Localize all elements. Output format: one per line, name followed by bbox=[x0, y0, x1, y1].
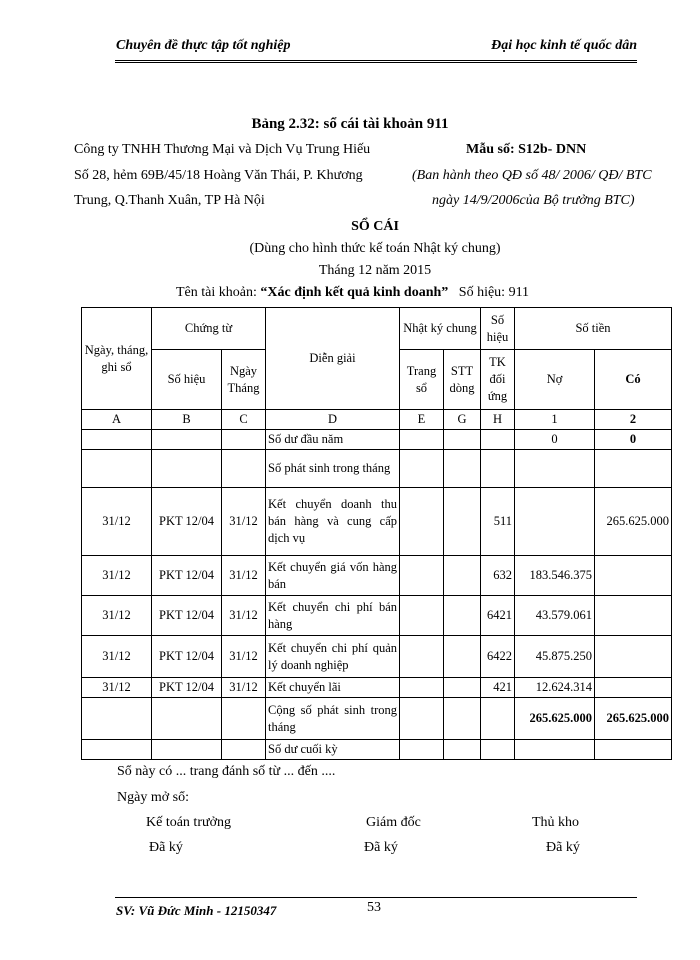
row-credit bbox=[595, 556, 672, 596]
opening-date-note: Ngày mở sổ: bbox=[117, 790, 189, 805]
row-voucher-date: 31/12 bbox=[222, 488, 266, 556]
row-contra-account: 6421 bbox=[481, 596, 515, 636]
row-voucher-date: 31/12 bbox=[222, 556, 266, 596]
company-line-2: Số 28, hẻm 69B/45/18 Hoàng Văn Thái, P. Khương bbox=[74, 168, 363, 183]
director-label: Giám đốc bbox=[366, 815, 421, 830]
storekeeper-label: Thủ kho bbox=[532, 815, 580, 830]
row-contra-account: 632 bbox=[481, 556, 515, 596]
chief-accountant-signed: Đã ký bbox=[149, 840, 183, 855]
ledger-subtitle: (Dùng cho hình thức kế toán Nhật ký chung) bbox=[249, 241, 501, 256]
decree-line-2: ngày 14/9/2006của Bộ trưởng BTC) bbox=[432, 193, 635, 208]
th-amount: Số tiền bbox=[515, 308, 672, 350]
th-contra-acc: TK đối ứng bbox=[481, 350, 515, 410]
th-description: Diễn giải bbox=[266, 308, 400, 410]
company-line-1: Công ty TNHH Thương Mại và Dịch Vụ Trung Hiếu bbox=[74, 142, 371, 157]
th-date: Ngày, tháng, ghi sổ bbox=[82, 308, 152, 410]
row-debit: 45.875.250 bbox=[515, 636, 595, 678]
opening-desc: Số dư đầu năm bbox=[266, 430, 400, 450]
row-voucher-date: 31/12 bbox=[222, 636, 266, 678]
row-description: Kết chuyển doanh thu bán hàng và cung cấp dịch vụ bbox=[266, 488, 400, 556]
row-credit: 265.625.000 bbox=[595, 488, 672, 556]
account-line bbox=[176, 285, 529, 301]
th-voucher: Chứng từ bbox=[152, 308, 266, 350]
row-voucher-date: 31/12 bbox=[222, 596, 266, 636]
row-credit bbox=[595, 636, 672, 678]
table-row bbox=[82, 596, 672, 636]
row-date: 31/12 bbox=[82, 636, 152, 678]
code-cell: C bbox=[222, 410, 266, 430]
ledger-title: SỔ CÁI bbox=[351, 219, 399, 234]
row-description: Kết chuyển lãi bbox=[266, 678, 400, 698]
code-cell: A bbox=[82, 410, 152, 430]
header-rule-2 bbox=[115, 62, 637, 63]
row-contra-account: 6422 bbox=[481, 636, 515, 678]
table-row bbox=[82, 556, 672, 596]
ledger-period: Tháng 12 năm 2015 bbox=[318, 263, 432, 278]
row-voucher-no: PKT 12/04 bbox=[152, 678, 222, 698]
row-description: Kết chuyển chi phí quản lý doanh nghiệp bbox=[266, 636, 400, 678]
code-cell: B bbox=[152, 410, 222, 430]
table-row bbox=[82, 636, 672, 678]
th-voucher-date: Ngày Tháng bbox=[222, 350, 266, 410]
code-cell: D bbox=[266, 410, 400, 430]
account-number: Số hiệu: 911 bbox=[458, 285, 530, 300]
opening-debit: 0 bbox=[515, 430, 595, 450]
header-rule bbox=[115, 60, 637, 61]
row-voucher-no: PKT 12/04 bbox=[152, 636, 222, 678]
row-debit: 43.579.061 bbox=[515, 596, 595, 636]
th-page: Trang sổ bbox=[400, 350, 444, 410]
footer-student: SV: Vũ Đức Minh - 12150347 bbox=[116, 903, 277, 918]
company-line-3: Trung, Q.Thanh Xuân, TP Hà Nội bbox=[74, 193, 265, 208]
row-voucher-no: PKT 12/04 bbox=[152, 488, 222, 556]
header-left: Chuyên đề thực tập tốt nghiệp bbox=[116, 38, 291, 53]
row-date: 31/12 bbox=[82, 488, 152, 556]
account-name: “Xác định kết quả kinh doanh” bbox=[260, 285, 449, 300]
row-voucher-no: PKT 12/04 bbox=[152, 556, 222, 596]
th-debit: Nợ bbox=[515, 350, 595, 410]
code-cell: H bbox=[481, 410, 515, 430]
row-credit bbox=[595, 678, 672, 698]
row-voucher-date: 31/12 bbox=[222, 678, 266, 698]
decree-line-1: (Ban hành theo QĐ số 48/ 2006/ QĐ/ BTC bbox=[412, 168, 652, 183]
row-contra-account: 511 bbox=[481, 488, 515, 556]
row-description: Kết chuyển giá vốn hàng bán bbox=[266, 556, 400, 596]
closing-desc: Số dư cuối kỳ bbox=[266, 740, 400, 760]
total-desc: Cộng số phát sinh trong tháng bbox=[266, 698, 400, 740]
table-row bbox=[82, 488, 672, 556]
opening-credit: 0 bbox=[595, 430, 672, 450]
row-debit: 183.546.375 bbox=[515, 556, 595, 596]
account-label: Tên tài khoản: bbox=[176, 285, 257, 300]
table-row bbox=[82, 678, 672, 698]
total-credit: 265.625.000 bbox=[595, 698, 672, 740]
row-description: Kết chuyển chi phí bán hàng bbox=[266, 596, 400, 636]
director-signed: Đã ký bbox=[364, 840, 398, 855]
chief-accountant-label: Kế toán trưởng bbox=[146, 815, 231, 830]
code-cell: 1 bbox=[515, 410, 595, 430]
row-date: 31/12 bbox=[82, 596, 152, 636]
table-title: Bảng 2.32: sổ cái tài khoản 911 bbox=[251, 116, 449, 132]
row-voucher-no: PKT 12/04 bbox=[152, 596, 222, 636]
row-date: 31/12 bbox=[82, 556, 152, 596]
code-cell: 2 bbox=[595, 410, 672, 430]
footer-rule bbox=[115, 897, 637, 898]
row-credit bbox=[595, 596, 672, 636]
th-line-no: STT dòng bbox=[444, 350, 481, 410]
th-journal: Nhật ký chung bbox=[400, 308, 481, 350]
form-code: Mẫu số: S12b- DNN bbox=[466, 142, 587, 157]
storekeeper-signed: Đã ký bbox=[546, 840, 580, 855]
pages-note: Sổ này có ... trang đánh số từ ... đến .... bbox=[117, 764, 336, 779]
row-debit bbox=[515, 488, 595, 556]
ledger-table bbox=[81, 307, 672, 760]
th-voucher-no: Số hiệu bbox=[152, 350, 222, 410]
code-cell: E bbox=[400, 410, 444, 430]
total-debit: 265.625.000 bbox=[515, 698, 595, 740]
th-contra-no: Số hiệu bbox=[481, 308, 515, 350]
code-cell: G bbox=[444, 410, 481, 430]
arising-label: Số phát sinh trong tháng bbox=[266, 450, 400, 488]
th-credit: Có bbox=[595, 350, 672, 410]
header-right: Đại học kinh tế quốc dân bbox=[491, 38, 637, 53]
row-contra-account: 421 bbox=[481, 678, 515, 698]
row-debit: 12.624.314 bbox=[515, 678, 595, 698]
row-date: 31/12 bbox=[82, 678, 152, 698]
page-number: 53 bbox=[367, 900, 381, 915]
